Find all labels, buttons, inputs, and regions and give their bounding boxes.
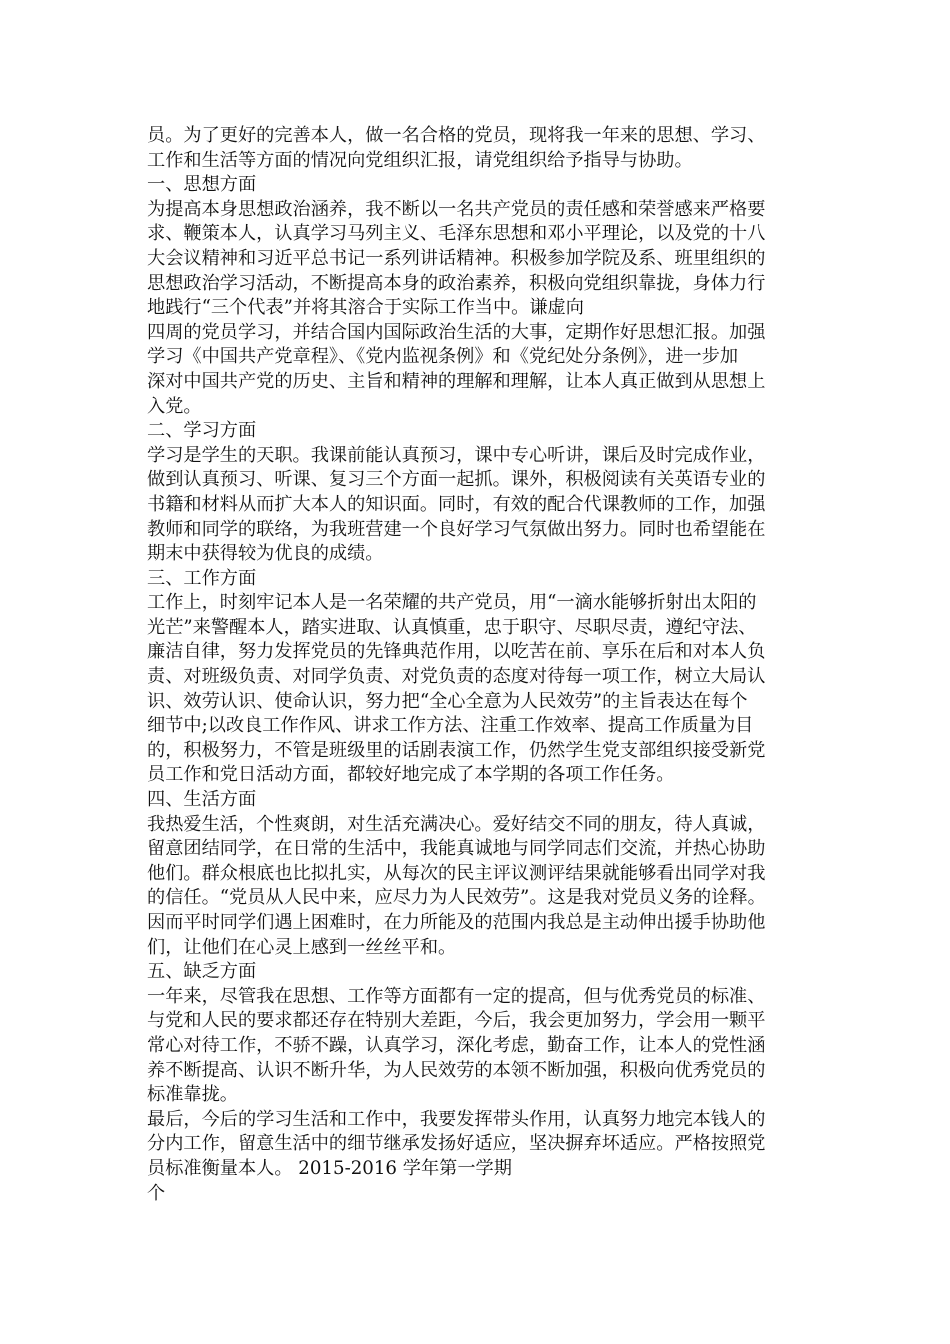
text-line: 书籍和材料从而扩大本人的知识面。同时，有效的配合代课教师的工作，加强 — [147, 493, 766, 515]
text-line: 地践行“三个代表”并将其溶合于实际工作当中。谦虚向 — [147, 297, 584, 319]
text-line: 养不断提高、认识不断升华，为人民效劳的本领不断加强，积极向优秀党员的 — [147, 1059, 766, 1081]
document-body — [147, 124, 807, 1206]
text-line: 的，积极努力，不管是班级里的话剧表演工作，仍然学生党支部组织接受新党 — [147, 739, 766, 761]
text-line: 为提高本身思想政治涵养，我不断以一名共产党员的责任感和荣誉感来严格要 — [147, 198, 766, 220]
text-line: 深对中国共产党的历史、主旨和精神的理解和理解，让本人真正做到从思想上 — [147, 370, 766, 392]
text-line: 因而平时同学们遇上困难时，在力所能及的范围内我总是主动伸出援手协助他 — [147, 912, 766, 933]
text-line: 员工作和党日活动方面，都较好地完成了本学期的各项工作任务。 — [147, 764, 675, 786]
text-line: 五、缺乏方面 — [147, 961, 257, 983]
text-line: 四周的党员学习，并结合国内国际政治生活的大事，定期作好思想汇报。加强 — [147, 321, 766, 343]
text-line: 员。为了更好的完善本人，做一名合格的党员，现将我一年来的思想、学习、 — [147, 125, 766, 146]
text-line: 光芒”来警醒本人，踏实进取、认真慎重，忠于职守、尽职尽责，遵纪守法、 — [147, 616, 757, 638]
text-line: 四、生活方面 — [147, 789, 257, 811]
text-line: 学习是学生的天职。我课前能认真预习，课中专心听讲，课后及时完成作业， — [147, 444, 766, 466]
text-line: 员标准衡量本人。 2015-2016 学年第一学期 — [147, 1157, 512, 1179]
text-line: 留意团结同学，在日常的生活中，我能真诚地与同学同志们交流，并热心协助 — [147, 838, 766, 860]
text-line: 细节中;以改良工作作风、讲求工作方法、注重工作效率、提高工作质量为目 — [147, 715, 754, 737]
text-line: 二、学习方面 — [147, 420, 257, 442]
text-line: 责、对班级负责、对同学负责、对党负责的态度对待每一项工作，树立大局认 — [147, 666, 766, 688]
text-line: 一年来，尽管我在思想、工作等方面都有一定的提高，但与优秀党员的标准、 — [147, 985, 766, 1007]
text-line: 与党和人民的要求都还存在特别大差距，今后，我会更加努力，学会用一颗平 — [147, 1010, 766, 1032]
text-line: 的信任。“党员从人民中来，应尽力为人民效劳”。这是我对党员义务的诠释。 — [147, 887, 766, 909]
text-line: 入党。 — [147, 395, 202, 417]
text-line: 做到认真预习、听课、复习三个方面一起抓。课外，积极阅读有关英语专业的 — [147, 469, 766, 491]
text-line: 工作上，时刻牢记本人是一名荣耀的共产党员，用“一滴水能够折射出太阳的 — [147, 592, 757, 614]
text-line: 们，让他们在心灵上感到一丝丝平和。 — [147, 936, 457, 958]
text-line: 工作和生活等方面的情况向党组织汇报，请党组织给予指导与协助。 — [147, 149, 693, 171]
text-line: 他们。群众根底也比拟扎实，从每次的民主评议测评结果就能够看出同学对我 — [147, 862, 766, 884]
text-line: 常心对待工作，不骄不躁，认真学习，深化考虑，勤奋工作，让本人的党性涵 — [147, 1034, 766, 1056]
text-line: 期末中获得较为优良的成绩。 — [147, 543, 384, 565]
text-line: 我热爱生活，个性爽朗，对生活充满决心。爱好结交不同的朋友，待人真诚， — [147, 813, 766, 835]
text-line: 大会议精神和习近平总书记一系列讲话精神。积极参加学院及系、班里组织的 — [147, 247, 766, 269]
text-line: 教师和同学的联络，为我班营建一个良好学习气氛做出努力。同时也希望能在 — [147, 518, 766, 540]
text-line: 廉洁自律，努力发挥党员的先锋典范作用，以吃苦在前、享乐在后和对本人负 — [147, 641, 766, 663]
text-line: 识、效劳认识、使命认识，努力把“全心全意为人民效劳”的主旨表达在每个 — [147, 690, 748, 712]
text-line: 分内工作，留意生活中的细节继承发扬好适应，坚决摒弃坏适应。严格按照党 — [147, 1133, 766, 1155]
text-line: 三、工作方面 — [147, 567, 257, 589]
text-line: 个 — [147, 1182, 166, 1204]
text-line: 标准靠拢。 — [147, 1084, 238, 1106]
text-line: 求、鞭策本人，认真学习马列主义、毛泽东思想和邓小平理论，以及党的十八 — [147, 223, 766, 245]
text-line: 一、思想方面 — [147, 174, 257, 196]
text-line: 思想政治学习活动，不断提高本身的政治素养，积极向党组织靠拢，身体力行 — [147, 272, 766, 294]
text-line: 学习《中国共产党章程》、《党内监视条例》和《党纪处分条例》，进一步加 — [147, 346, 739, 368]
text-line: 最后，今后的学习生活和工作中，我要发挥带头作用，认真努力地完本钱人的 — [147, 1108, 766, 1130]
